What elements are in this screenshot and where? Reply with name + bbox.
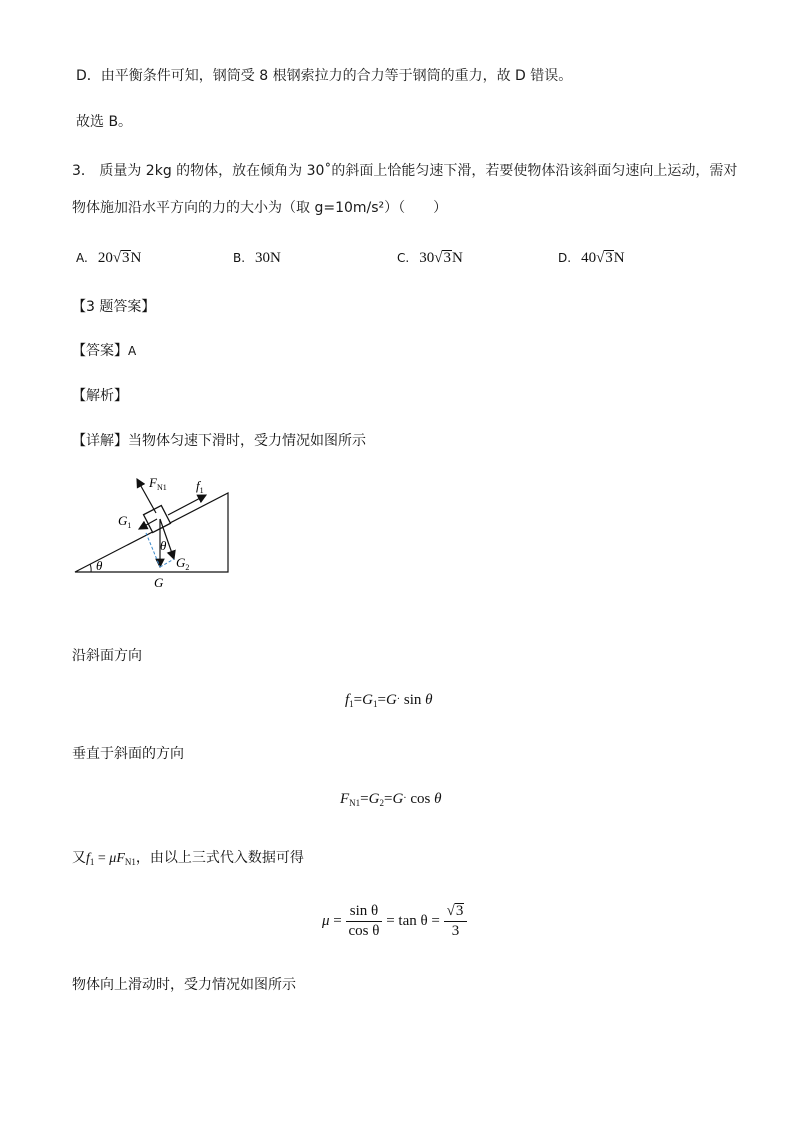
equation-2: $F_{N1}=G_2=G\cdot \cos \theta$ bbox=[340, 791, 442, 808]
force-diagram bbox=[60, 475, 300, 595]
inline-equation: $f_1 = \mu F_{N1}$ bbox=[86, 851, 136, 867]
equation-mu: μ = $\frac{\text{sin θ}}{\text{cos θ}}$ = tan θ = $\frac{√3}{3}$ bbox=[322, 903, 467, 940]
dashed-line-1 bbox=[146, 533, 160, 567]
also-post: ，由以上三式代入数据可得 bbox=[135, 850, 304, 866]
mu-denominator: cos θ bbox=[348, 923, 380, 939]
sqrt3-numerator: √3 bbox=[444, 903, 468, 922]
upward-text: 物体向上滑动时，受力情况如图所示 bbox=[72, 977, 296, 993]
option-a[interactable]: A. 20√3N bbox=[76, 250, 142, 266]
friction-arrow bbox=[168, 495, 206, 515]
option-b[interactable] bbox=[233, 250, 281, 267]
option-c[interactable]: C. 30√3N bbox=[397, 250, 463, 266]
option-d-unit: N bbox=[613, 250, 625, 266]
label-theta-block: θ bbox=[160, 538, 167, 553]
option-d-label: D. bbox=[558, 251, 572, 265]
equation-1: $f_1=G_1=G\cdot \sin \theta$ bbox=[345, 692, 433, 709]
option-c-label: C. bbox=[397, 251, 410, 265]
q3-answer-heading: 【3 题答案】 bbox=[72, 299, 156, 315]
detail-text: 当物体匀速下滑时，受力情况如图所示 bbox=[128, 433, 366, 449]
detail-label: 【详解】 bbox=[72, 433, 128, 449]
q3-line1: 3． 质量为 2kg 的物体，放在倾角为 30˚的斜面上恰能匀速下滑，若要使物体沿该斜面匀速向上运动，需对 bbox=[72, 163, 738, 179]
angle-arc bbox=[90, 564, 91, 572]
also-pre: 又 bbox=[72, 850, 86, 866]
option-a-coef: 20 bbox=[97, 250, 113, 266]
mu-numerator: sin θ bbox=[346, 903, 383, 922]
option-c-unit: N bbox=[451, 250, 463, 266]
label-g1: $G_1$ bbox=[118, 513, 132, 530]
dashed-line-2 bbox=[160, 559, 174, 567]
also-line bbox=[72, 849, 304, 871]
label-g2: $G_2$ bbox=[176, 555, 190, 572]
perp-incline-text: 垂直于斜面的方向 bbox=[72, 746, 184, 762]
option-d[interactable]: D. 40√3N bbox=[558, 250, 625, 266]
option-b-label: B. bbox=[233, 251, 246, 265]
label-g: G bbox=[154, 575, 164, 590]
along-incline-text: 沿斜面方向 bbox=[72, 648, 142, 664]
answer-label: 【答案】 bbox=[72, 343, 128, 359]
option-a-unit: N bbox=[130, 250, 142, 266]
answer-value: A bbox=[128, 344, 137, 358]
analysis-heading: 【解析】 bbox=[72, 388, 128, 404]
sqrt3-denominator: 3 bbox=[451, 923, 460, 939]
option-c-coef: 30 bbox=[419, 250, 435, 266]
option-b-value: 30N bbox=[255, 250, 281, 266]
option-d-coef: 40 bbox=[581, 250, 597, 266]
option-c-radicand: 3 bbox=[443, 250, 451, 266]
choose-text: 故选 B。 bbox=[76, 114, 133, 130]
option-d-radicand: 3 bbox=[605, 250, 613, 266]
label-fn: $F_{N1}$ bbox=[149, 475, 167, 492]
label-f1: $f_1$ bbox=[196, 478, 204, 495]
option-a-radicand: 3 bbox=[122, 250, 130, 266]
detail-line bbox=[72, 432, 366, 450]
q3-line2: 物体施加沿水平方向的力的大小为（取 g=10m/s²）（ ） bbox=[72, 200, 448, 216]
d-option-text: D．由平衡条件可知，钢筒受 8 根钢索拉力的合力等于钢筒的重力，故 D 错误。 bbox=[76, 68, 573, 84]
answer-line bbox=[72, 342, 136, 360]
option-a-label: A. bbox=[76, 251, 88, 265]
label-theta-base: θ bbox=[96, 558, 103, 573]
